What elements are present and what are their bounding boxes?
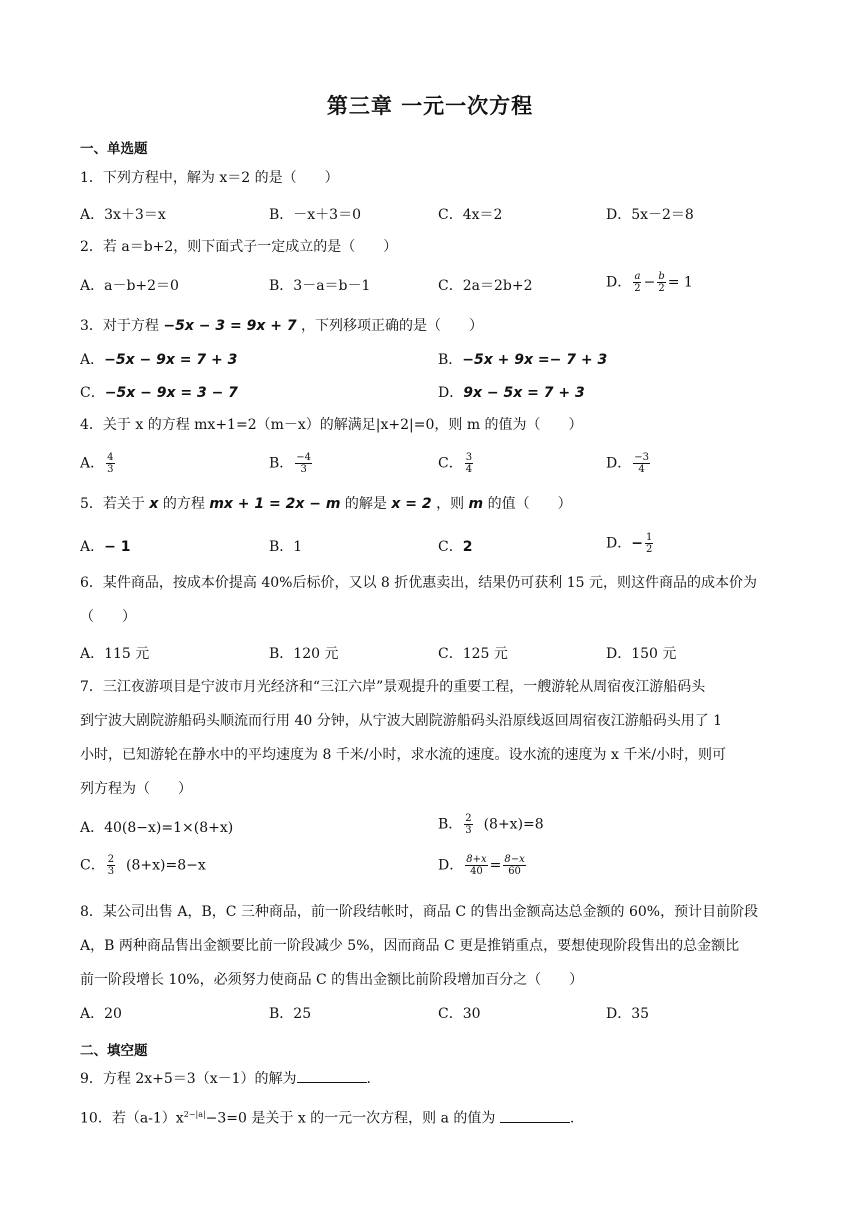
question-7-line-2: 到宁波大剧院游船码头顺流而行用 40 分钟，从宁波大剧院游船码头沿原线返回周宿夜江游船码头用了 1: [80, 713, 723, 729]
question-5-options: [80, 532, 780, 562]
option-d[interactable]: D．150 元: [606, 646, 677, 662]
option-d[interactable]: D．9x − 5x = 7 + 3: [438, 385, 585, 401]
option-b[interactable]: B．－x＋3＝0: [269, 207, 361, 223]
option-a[interactable]: A．a－b+2＝0: [80, 278, 179, 294]
option-c[interactable]: C．125 元: [438, 646, 508, 662]
option-d[interactable]: D．35: [606, 1006, 650, 1022]
question-7-options-row1: [80, 813, 780, 843]
question-2-options: [80, 271, 780, 301]
option-label: D．: [606, 274, 632, 291]
option-d[interactable]: D．− $\frac{1}{2}$: [606, 532, 653, 555]
question-9-stem: 9．方程 2x+5＝3（x－1）的解为 .: [80, 1062, 780, 1096]
question-8-line-3: 前一阶段增长 10%，必须努力使商品 C 的售出金额比前阶段增加百分之（ ）: [80, 972, 584, 988]
page-title: 第三章 一元一次方程: [326, 94, 534, 118]
question-7-options-row2: [80, 854, 780, 884]
question-8-line-2: A，B 两种商品售出金额要比前一阶段减少 5%，因而商品 C 更是推销重点，要想使现阶段售出的总金额比: [80, 938, 740, 954]
option-c[interactable]: C．4x＝2: [438, 207, 503, 223]
question-8-options: [80, 1003, 780, 1029]
question-4-stem: 4．关于 x 的方程 mx+1=2（m－x）的解满足|x+2|=0，则 m 的值为（ ）: [80, 417, 583, 433]
option-c[interactable]: C．2a＝2b+2: [438, 278, 533, 294]
question-6-stem: 6．某件商品，按成本价提高 40%后标价，又以 8 折优惠卖出，结果仍可获利 15 元，则这件商品的成本价为（ ）: [80, 575, 757, 625]
question-10-stem: 10．若$(a-1)x^{2-|a|}-3=0$ 是关于 x 的一元一次方程，则 a 的值为 .: [80, 1098, 780, 1136]
section-heading-fill-blank: 二、填空题: [80, 1043, 148, 1059]
option-a[interactable]: A．−5x − 9x = 7 + 3: [80, 352, 238, 368]
option-d[interactable]: D． $\frac{-3}{4}$: [606, 452, 649, 475]
equation: mx + 1 = 2x − m: [209, 496, 341, 512]
fraction-a-over-2: $\frac{a}{2}$: [634, 271, 641, 294]
answer-blank[interactable]: [500, 1108, 570, 1123]
section-heading-single-choice: 一、单选题: [80, 141, 148, 157]
option-c[interactable]: C．2: [438, 539, 473, 555]
question-1-stem: 1．下列方程中，解为 x＝2 的是（ ）: [80, 170, 339, 186]
fraction-b-over-2: $\frac{b}{2}$: [658, 271, 665, 294]
question-7-line-4: 列方程为（ ）: [80, 781, 192, 797]
option-b[interactable]: B．−5x + 9x =− 7 + 3: [438, 352, 608, 368]
answer-blank[interactable]: [297, 1068, 367, 1083]
question-1-options: [80, 204, 780, 230]
option-a[interactable]: A． $\frac{4}{3}$: [80, 452, 114, 475]
option-a[interactable]: A．− 1: [80, 539, 131, 555]
question-3-options-row1: [80, 349, 780, 375]
option-b[interactable]: B．1: [269, 539, 303, 555]
question-3-stem: 3．对于方程 −5x − 3 = 9x + 7 ，下列移项正确的是（ ）: [80, 318, 484, 334]
question-4-options: [80, 452, 780, 478]
option-b[interactable]: B．25: [269, 1006, 312, 1022]
option-c[interactable]: C． $\frac{2}{3}$ (8+x)=8−x: [80, 854, 206, 877]
question-5-stem: 5．若关于 x 的方程 mx + 1 = 2x − m 的解是 x = 2 ，则 m 的值（ ）: [80, 496, 572, 512]
option-d[interactable]: D． $\frac{8+x}{40}$ = $\frac{8-x}{60}$: [438, 854, 525, 877]
question-2-stem: 2．若 a＝b+2，则下面式子一定成立的是（ ）: [80, 239, 398, 255]
question-8-line-1: 8．某公司出售 A，B，C 三种商品，前一阶段结帐时，商品 C 的售出金额高达总金额的 60%，预计目前阶段: [80, 904, 759, 920]
question-3-options-row2: [80, 382, 780, 408]
option-a[interactable]: A．115 元: [80, 646, 150, 662]
option-d[interactable]: D．5x－2＝8: [606, 207, 694, 223]
option-b[interactable]: B．3－a＝b－1: [269, 278, 371, 294]
option-a[interactable]: A．40(8−x)=1×(8+x): [80, 820, 234, 836]
option-d[interactable]: D． $\frac{a}{2}$ − $\frac{b}{2}$ = 1: [606, 271, 693, 294]
option-a[interactable]: A．20: [80, 1006, 122, 1022]
question-7-line-1: 7．三江夜游项目是宁波市月光经济和“三江六岸”景观提升的重要工程，一艘游轮从周宿夜江游船码头: [80, 679, 706, 695]
option-b[interactable]: B． $\frac{-4}{3}$: [269, 452, 312, 475]
option-c[interactable]: C．30: [438, 1006, 481, 1022]
option-b[interactable]: B．120 元: [269, 646, 339, 662]
option-a[interactable]: A．3x＋3＝x: [80, 207, 166, 223]
question-6-options: [80, 643, 780, 669]
option-c[interactable]: C．−5x − 9x = 3 − 7: [80, 385, 238, 401]
option-c[interactable]: C． $\frac{3}{4}$: [438, 452, 473, 475]
option-b[interactable]: B． $\frac{2}{3}$ (8+x)=8: [438, 813, 544, 836]
equation: −5x − 3 = 9x + 7: [163, 318, 297, 334]
question-7-line-3: 小时，已知游轮在静水中的平均速度为 8 千米/小时，求水流的速度。设水流的速度为 x 千米/小时，则可: [80, 747, 727, 763]
